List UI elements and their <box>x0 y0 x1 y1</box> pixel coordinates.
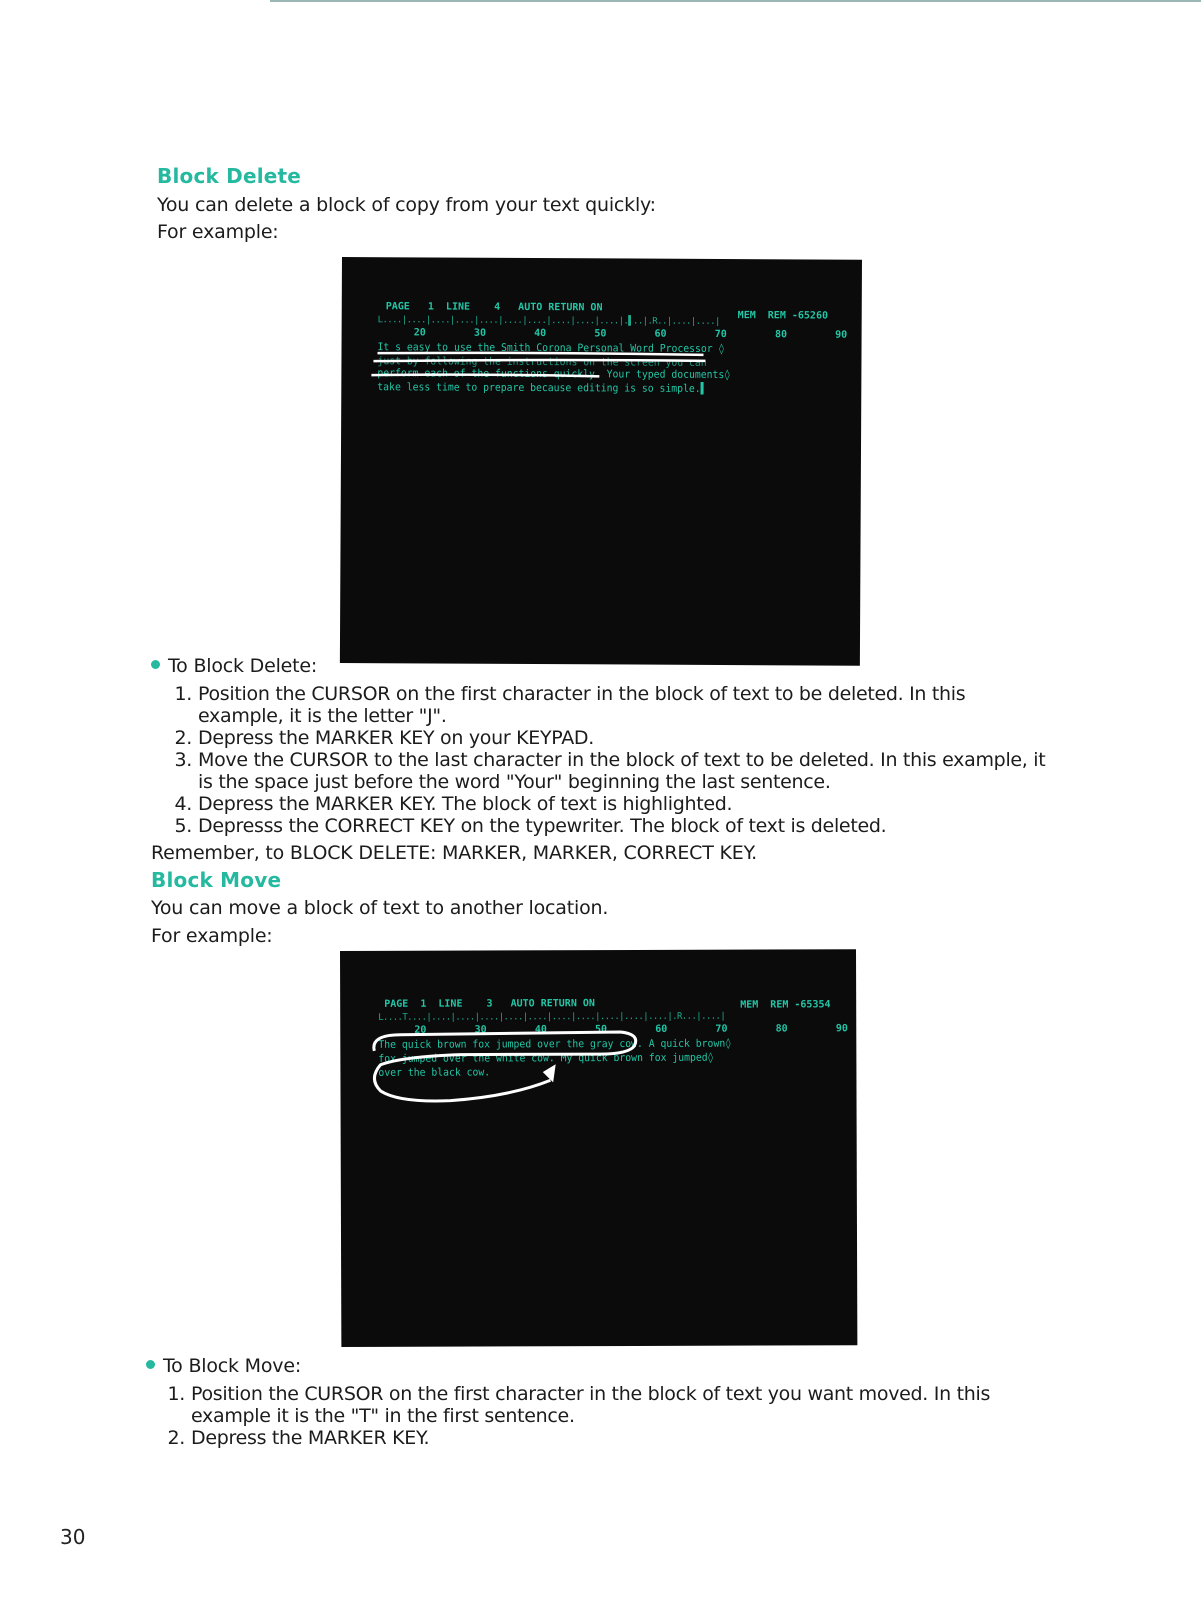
delete-strike-marks <box>340 257 862 666</box>
move-screen-status-right: MEM REM -65354 <box>740 999 831 1011</box>
step-text: Move the CURSOR to the last character in the block of text to be deleted. In this example, it is the space just before the word "Your" beginning the last sentence. <box>198 749 1046 793</box>
step-text: Position the CURSOR on the first character in the block of text to be deleted. In this example, it is the letter "J". <box>198 683 966 727</box>
step-text: Depress the MARKER KEY. The block of text is highlighted. <box>198 793 733 815</box>
block-delete-intro: You can delete a block of copy from your text quickly: <box>157 194 656 216</box>
delete-screen-status-right: MEM REM -65260 <box>737 310 829 322</box>
block-delete-bullet <box>151 655 317 677</box>
step-number: 3. <box>174 749 192 771</box>
step-number: 1. <box>174 683 192 705</box>
delete-screen-line-1: It s easy to use the Smith Corona Personal Word Processor ◊ <box>377 341 725 356</box>
delete-screen-ruler-numbers: 20 30 40 50 60 70 80 90 <box>377 327 848 341</box>
move-screen-line-3: over the black cow. <box>378 1066 491 1079</box>
move-screen-line-1: The quick brown fox jumped over the gray cow. A quick brown◊ <box>378 1037 732 1051</box>
step-text: Depress the MARKER KEY on your KEYPAD. <box>198 727 594 749</box>
step-number: 4. <box>174 793 192 815</box>
delete-screen-line-2: just by following the instructions on the screen you can <box>377 355 707 369</box>
delete-screen-ruler: L....|....|....|....|....|....|....|....|....|....|.▌..|.R..|....|....| <box>377 315 720 327</box>
step-number: 2. <box>174 727 192 749</box>
block-delete-bullet-label: To Block Delete: <box>168 655 318 677</box>
move-screen-ruler: L....T....|....|....|....|....|....|....|....|....|....|....|.R...|....| <box>378 1011 726 1023</box>
block-delete-example-label: For example: <box>157 221 279 243</box>
bullet-dot-icon <box>151 660 160 669</box>
step-number: 2. <box>167 1427 185 1449</box>
move-screen-line-2: fox jumped over the white cow. My quick brown fox jumped◊ <box>378 1051 714 1065</box>
page-number: 30 <box>60 1525 86 1549</box>
step-number: 1. <box>167 1383 185 1405</box>
block-move-bullet <box>146 1355 301 1377</box>
block-move-bullet-label: To Block Move: <box>163 1355 302 1377</box>
move-screen-ruler-numbers: 20 30 40 50 60 70 80 90 <box>378 1023 848 1036</box>
step-text: Depresss the CORRECT KEY on the typewriter. The block of text is deleted. <box>198 815 887 837</box>
step-number: 5. <box>174 815 192 837</box>
block-delete-remember: Remember, to BLOCK DELETE: MARKER, MARKER, CORRECT KEY. <box>151 842 757 864</box>
block-delete-heading: Block Delete <box>157 164 302 188</box>
block-move-example-label: For example: <box>151 925 273 947</box>
top-rule <box>270 0 1201 2</box>
block-move-intro: You can move a block of text to another location. <box>151 897 609 919</box>
step-text: Position the CURSOR on the first character in the block of text you want moved. In this example it is the "T" in the first sentence. <box>191 1383 991 1427</box>
delete-screen-line-4: take less time to prepare because editing is so simple.▌ <box>377 381 707 395</box>
block-delete-screen <box>340 257 862 666</box>
delete-screen-line-3: perform each of the functions quickly. Your typed documents◊ <box>377 367 731 382</box>
block-move-heading: Block Move <box>151 868 282 892</box>
bullet-dot-icon <box>146 1360 155 1369</box>
move-screen-status-left: PAGE 1 LINE 3 AUTO RETURN ON <box>384 998 595 1010</box>
delete-screen-status-left: PAGE 1 LINE 4 AUTO RETURN ON <box>385 301 603 314</box>
move-circle-arrow <box>340 949 857 1347</box>
block-move-screen <box>340 949 857 1347</box>
step-text: Depress the MARKER KEY. <box>191 1427 430 1449</box>
